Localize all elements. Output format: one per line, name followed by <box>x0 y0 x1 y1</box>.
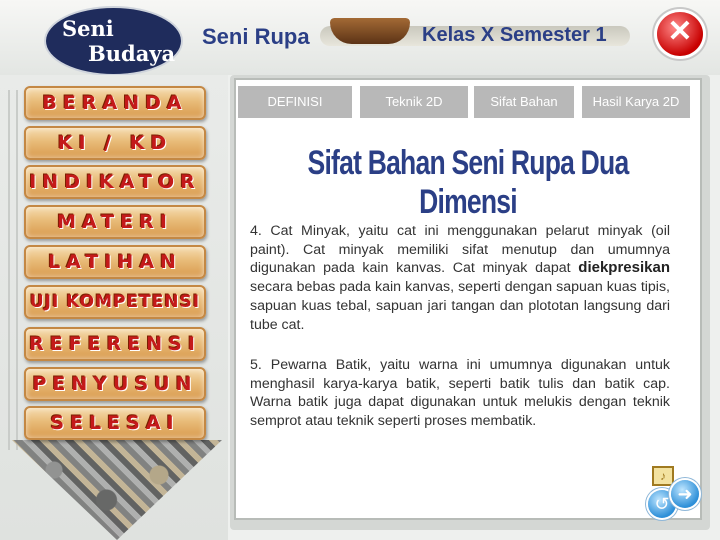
back-arrow-icon: ↺ <box>654 494 670 514</box>
sidebar-decoration-lines <box>8 90 18 450</box>
list-item-pewarna-batik <box>250 356 670 431</box>
next-button[interactable] <box>671 480 699 508</box>
logo <box>46 8 181 74</box>
tab-hasil-karya-2d[interactable]: Hasil Karya 2D <box>582 86 690 118</box>
bowl-decoration <box>330 18 410 44</box>
sidebar-item-referensi[interactable] <box>24 327 206 361</box>
sidebar-item-indikator[interactable] <box>24 165 206 199</box>
item-text-before: Cat Minyak, yaitu cat ini menggunakan pelarut minyak (oil paint). Cat minyak memiliki sifat menutup dan umumnya digunakan pada kain kanvas. Cat minyak dapat <box>250 223 670 277</box>
item-text: Pewarna Batik, yaitu warna ini umumnya digunakan untuk menghasil karya-karya batik, seperti batik tulis dan batik cap. Warna batik juga dapat digunakan untuk melukis dengan teknik semprot atau teknik seperti proses membatik. <box>250 357 670 430</box>
sidebar-item-ki-kd[interactable] <box>24 126 206 160</box>
sidebar-item-label: INDIKATOR <box>29 171 201 193</box>
sidebar-item-latihan[interactable] <box>24 245 206 279</box>
class-title: Kelas X Semester 1 <box>422 24 607 46</box>
tab-definisi[interactable]: DEFINISI <box>238 86 352 118</box>
sidebar-item-label: UJI KOMPETENSI <box>29 292 201 312</box>
sidebar-item-label: SELESAI <box>50 412 180 434</box>
sidebar-item-label: PENYUSUN <box>32 373 198 395</box>
tab-sifat-bahan[interactable]: Sifat Bahan <box>474 86 574 118</box>
sidebar-item-label: BERANDA <box>42 92 188 114</box>
tab-teknik-2d[interactable]: Teknik 2D <box>360 86 468 118</box>
item-paragraph <box>250 222 670 334</box>
sidebar-item-label: LATIHAN <box>48 251 182 273</box>
item-text-after: secara bebas pada kain kanvas, seperti dengan sapuan kuas tipis, sapuan kuas tebal, sapuan jari tangan dan plototan langsung dari tube cat. <box>250 279 670 333</box>
music-icon[interactable]: ♪ <box>652 466 674 486</box>
sidebar-item-label: MATERI <box>57 211 173 233</box>
logo-line2: Budaya <box>88 41 176 66</box>
next-arrow-icon: ➜ <box>677 484 693 504</box>
sidebar-item-label: KI / KD <box>57 132 173 154</box>
sidebar-item-materi[interactable] <box>24 205 206 239</box>
page-title: Sifat Bahan Seni Rupa Dua Dimensi <box>307 144 629 221</box>
sidebar-item-uji-kompetensi[interactable] <box>24 285 206 319</box>
item-paragraph <box>250 356 670 431</box>
item-bold-word: diekpresikan <box>578 259 670 277</box>
subject-title: Seni Rupa <box>202 24 310 49</box>
list-item-cat-minyak <box>250 222 670 334</box>
close-icon: ✕ <box>667 15 693 48</box>
sidebar-item-selesai[interactable] <box>24 406 206 440</box>
sidebar-item-label: REFERENSI <box>29 333 201 355</box>
sidebar-item-beranda[interactable] <box>24 86 206 120</box>
close-button[interactable] <box>657 12 703 56</box>
item-number: 5. <box>250 357 262 373</box>
item-number: 4. <box>250 223 262 239</box>
logo-line1: Seni <box>62 16 114 41</box>
sidebar-item-penyusun[interactable] <box>24 367 206 401</box>
